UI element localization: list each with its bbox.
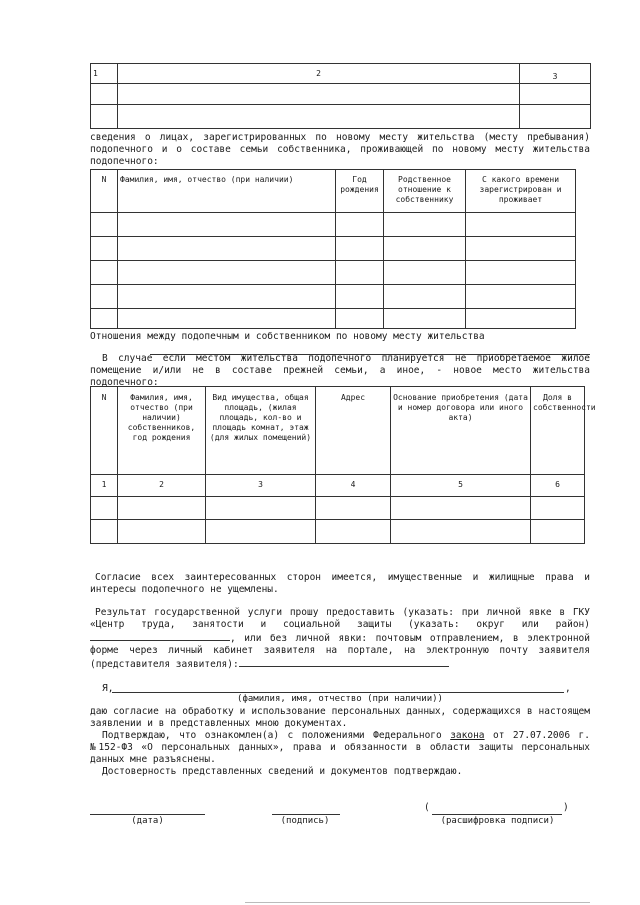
email-input-line[interactable] — [239, 657, 449, 667]
table-row — [91, 520, 585, 544]
table-top-header-cell: 1 — [91, 64, 118, 84]
table-top-header-cell: 2 — [118, 64, 520, 84]
decrypt-input-line[interactable] — [432, 814, 562, 815]
property-header-cell: Основание приобретения (дата и номер договора или иного акта) — [391, 387, 531, 475]
table-row — [91, 105, 591, 129]
residents-header-cell: Фамилия, имя, отчество (при наличии) — [118, 170, 336, 213]
ya-label: Я, — [102, 683, 114, 694]
law-link[interactable]: закона — [450, 730, 485, 741]
residents-header-cell: N — [91, 170, 118, 213]
signature-input-line[interactable] — [272, 814, 340, 815]
confirm-text-2: от 27.07.2006 г. №152-ФЗ «О персональных данных», права и обязанности в области защиты персональных данных мне разъяснены. — [90, 730, 590, 765]
date-input-line[interactable] — [90, 814, 205, 815]
table-property — [90, 386, 596, 544]
residents-header-cell: С какого времени зарегистрирован и проживает — [466, 170, 576, 213]
date-caption: (дата) — [131, 816, 164, 826]
table-row — [91, 213, 576, 237]
personal-data-paragraph: даю согласие на обработку и использование персональных данных, содержащихся в настоящем заявлении и в представленных мною документах. — [90, 706, 590, 729]
footer-divider — [245, 902, 590, 903]
property-number-cell: 6 — [531, 475, 585, 497]
property-number-cell: 3 — [206, 475, 316, 497]
residents-paragraph: сведения о лицах, зарегистрированных по новому месту жительства (месту пребывания) подопечного и о составе семьи собственника, проживающей по новому месту жительства подопечного: — [90, 132, 590, 167]
confirm-text-1: Подтверждаю, что ознакомлен(а) с положениями Федерального — [102, 730, 451, 741]
table-row — [91, 261, 576, 285]
confirm-paragraph — [90, 730, 590, 766]
fio-input-line[interactable] — [112, 692, 564, 693]
table-row — [91, 237, 576, 261]
table-top — [90, 63, 591, 129]
table-row — [91, 309, 576, 329]
property-number-cell: 1 — [91, 475, 118, 497]
table-residents — [90, 169, 576, 329]
residents-header-cell: Родственное отношение к собственнику — [384, 170, 466, 213]
relations-paragraph: Отношения между подопечным и собственником по новому месту жительства — [90, 331, 485, 342]
signature-caption: (подпись) — [280, 816, 330, 826]
table-row — [91, 285, 576, 309]
table-top-header-cell: 3 — [520, 64, 591, 84]
result-text-2: , или без личной явки: почтовым отправлением, в электронной форме через личный кабинет заявителя на портале, на электронную почту заявителя (представителя заявителя): — [90, 633, 590, 670]
decrypt-open-paren: ( — [424, 802, 430, 813]
residents-header-cell: Год рождения — [336, 170, 384, 213]
decrypt-close-paren: ) — [563, 802, 569, 813]
table-row — [91, 84, 591, 105]
table-row — [91, 497, 585, 520]
property-number-cell: 4 — [316, 475, 391, 497]
fio-comma: , — [565, 683, 571, 694]
property-number-cell: 5 — [391, 475, 531, 497]
property-header-cell: N — [91, 387, 118, 475]
property-header-cell: Доля в собственности — [531, 387, 585, 475]
result-text-1: Результат государственной услуги прошу предоставить (указать: при личной явке в ГКУ «Центр труда, занятости и социальной защиты (указать: округ или район) — [90, 607, 590, 630]
property-header-cell: Фамилия, имя, отчество (при наличии) собственников, год рождения — [118, 387, 206, 475]
reliability-paragraph: Достоверность представленных сведений и документов подтверждаю. — [102, 766, 463, 777]
case-paragraph: В случае если местом жительства подопечного планируется не приобретаемое жилое помещение и/или не в составе прежней семьи, а иное, - новое место жительства подопечного: — [90, 353, 590, 388]
district-input-line[interactable] — [90, 631, 230, 641]
property-header-cell: Адрес — [316, 387, 391, 475]
decrypt-caption: (расшифровка подписи) — [440, 816, 555, 826]
property-header-cell: Вид имущества, общая площадь, (жилая площадь, кол-во и площадь комнат, этаж (для жилых помещений) — [206, 387, 316, 475]
property-number-cell: 2 — [118, 475, 206, 497]
consent-paragraph: Согласие всех заинтересованных сторон имеется, имущественные и жилищные права и интересы подопечного не ущемлены. — [90, 572, 590, 595]
result-paragraph — [90, 607, 590, 671]
fio-caption: (фамилия, имя, отчество (при наличии)) — [237, 694, 443, 704]
